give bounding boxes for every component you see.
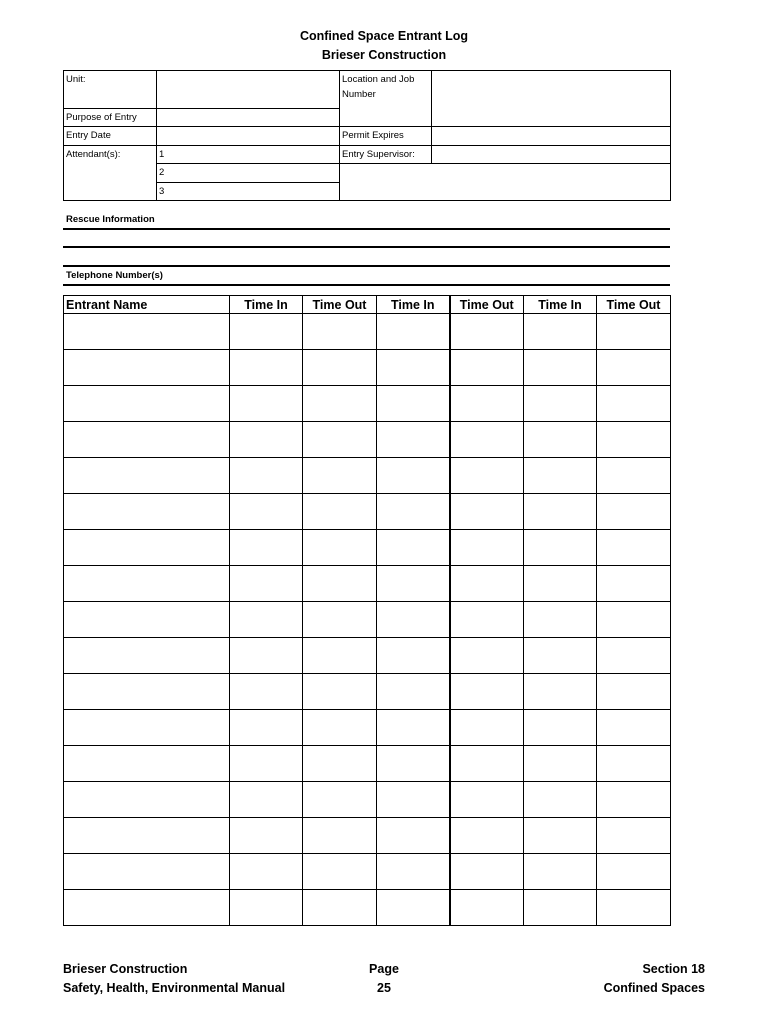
document-title: Confined Space Entrant Log [299,29,469,43]
time-in-cell[interactable] [377,422,450,458]
entry-supervisor-label: Entry Supervisor: [340,146,432,164]
time-out-cell[interactable] [450,746,524,782]
entrant-name-cell[interactable] [64,350,230,386]
time-in-cell[interactable] [230,710,303,746]
time-in-cell[interactable] [524,890,597,926]
time-out-cell[interactable] [450,458,524,494]
time-out-cell[interactable] [450,314,524,350]
entrant-table-body [64,314,671,926]
time-out-cell[interactable] [450,530,524,566]
entrant-name-cell[interactable] [64,386,230,422]
time-out-cell[interactable] [597,494,671,530]
rescue-information-line[interactable] [63,228,670,230]
time-in-cell[interactable] [524,782,597,818]
table-row [64,890,671,926]
time-in-cell[interactable] [524,530,597,566]
time-in-cell[interactable] [230,314,303,350]
time-out-cell[interactable] [303,422,377,458]
unit-field[interactable] [157,71,340,109]
time-in-cell[interactable] [377,746,450,782]
table-row [64,818,671,854]
time-in-cell[interactable] [524,818,597,854]
footer-right [604,960,705,998]
entrant-name-cell[interactable] [64,674,230,710]
time-out-cell[interactable] [450,386,524,422]
time-out-cell[interactable] [597,746,671,782]
time-in-cell[interactable] [377,674,450,710]
table-row [64,386,671,422]
footer-center [334,960,434,998]
time-in-cell[interactable] [377,602,450,638]
table-row [64,494,671,530]
entrant-name-cell[interactable] [64,458,230,494]
location-field[interactable] [432,71,671,127]
time-out-cell[interactable] [597,566,671,602]
entrant-name-cell[interactable] [64,854,230,890]
telephone-numbers-label: Telephone Number(s) [66,270,163,281]
time-out-cell[interactable] [303,674,377,710]
column-header-time-in-1: Time In [230,296,303,314]
time-in-cell[interactable] [377,638,450,674]
footer-section-name: Confined Spaces [603,981,705,995]
entrant-log-table [63,295,671,926]
time-out-cell[interactable] [597,314,671,350]
column-header-entrant-name: Entrant Name [64,296,230,314]
time-out-cell[interactable] [450,710,524,746]
time-in-cell[interactable] [230,494,303,530]
time-out-cell[interactable] [597,818,671,854]
time-in-cell[interactable] [230,566,303,602]
purpose-label: Purpose of Entry [64,109,157,127]
entry-date-field[interactable] [157,127,340,146]
table-row [64,422,671,458]
time-out-cell[interactable] [303,494,377,530]
time-in-cell[interactable] [524,350,597,386]
permit-expires-field[interactable] [432,127,671,146]
time-out-cell[interactable] [597,674,671,710]
time-in-cell[interactable] [524,566,597,602]
entrant-table-header [64,296,671,314]
permit-expires-label: Permit Expires [340,127,432,146]
time-out-cell[interactable] [450,890,524,926]
time-out-cell[interactable] [597,422,671,458]
footer-section-number: Section 18 [642,962,705,976]
column-header-time-in-3: Time In [524,296,597,314]
entrant-name-cell[interactable] [64,314,230,350]
attendant-field-3[interactable]: 3 [157,183,340,201]
time-in-cell[interactable] [524,674,597,710]
time-in-cell[interactable] [377,818,450,854]
table-row [64,566,671,602]
table-row [64,746,671,782]
attendants-label: Attendant(s): [64,146,157,201]
time-in-cell[interactable] [524,386,597,422]
time-out-cell[interactable] [597,854,671,890]
time-out-cell[interactable] [450,818,524,854]
time-out-cell[interactable] [450,566,524,602]
time-out-cell[interactable] [303,314,377,350]
time-in-cell[interactable] [377,854,450,890]
telephone-numbers-line[interactable] [63,284,670,286]
time-in-cell[interactable] [230,350,303,386]
time-out-cell[interactable] [303,602,377,638]
time-in-cell[interactable] [524,422,597,458]
time-in-cell[interactable] [377,314,450,350]
telephone-divider-line [63,265,670,267]
time-in-cell[interactable] [230,890,303,926]
time-out-cell[interactable] [303,890,377,926]
time-out-cell[interactable] [303,818,377,854]
time-in-cell[interactable] [377,710,450,746]
attendant-field-2[interactable]: 2 [157,164,340,183]
footer-page-label: Page [369,962,399,976]
time-out-cell[interactable] [303,566,377,602]
time-in-cell[interactable] [230,638,303,674]
footer-left [63,960,285,998]
table-row [64,314,671,350]
table-row [64,530,671,566]
attendant-field-1[interactable]: 1 [157,146,340,164]
time-in-cell[interactable] [524,494,597,530]
time-out-cell[interactable] [597,386,671,422]
entrant-name-cell[interactable] [64,782,230,818]
time-in-cell[interactable] [524,458,597,494]
entry-date-label: Entry Date [64,127,157,146]
time-out-cell[interactable] [450,422,524,458]
unit-label: Unit: [64,71,157,109]
table-row [64,674,671,710]
time-in-cell[interactable] [230,674,303,710]
time-in-cell[interactable] [230,422,303,458]
table-row [64,458,671,494]
entry-supervisor-field[interactable] [432,146,671,164]
entrant-name-cell[interactable] [64,890,230,926]
column-header-time-out-3: Time Out [597,296,671,314]
time-out-cell[interactable] [597,782,671,818]
time-in-cell[interactable] [377,386,450,422]
time-in-cell[interactable] [230,530,303,566]
entry-info-form [63,70,671,201]
time-out-cell[interactable] [303,530,377,566]
time-out-cell[interactable] [597,458,671,494]
footer-company: Brieser Construction [63,962,188,976]
entrant-name-cell[interactable] [64,422,230,458]
time-out-cell[interactable] [303,386,377,422]
time-out-cell[interactable] [450,854,524,890]
time-in-cell[interactable] [524,854,597,890]
time-in-cell[interactable] [524,746,597,782]
entrant-name-cell[interactable] [64,566,230,602]
company-name: Brieser Construction [321,48,447,62]
time-in-cell[interactable] [524,314,597,350]
column-header-time-in-2: Time In [377,296,450,314]
time-out-cell[interactable] [303,782,377,818]
time-in-cell[interactable] [230,782,303,818]
time-in-cell[interactable] [230,602,303,638]
entrant-name-cell[interactable] [64,746,230,782]
time-out-cell[interactable] [597,530,671,566]
column-header-time-out-2: Time Out [450,296,524,314]
table-row [64,710,671,746]
entrant-name-cell[interactable] [64,530,230,566]
location-label: Location and Job Number [340,71,432,127]
time-in-cell[interactable] [524,710,597,746]
time-in-cell[interactable] [377,566,450,602]
table-row [64,782,671,818]
time-in-cell[interactable] [230,746,303,782]
time-out-cell[interactable] [597,710,671,746]
entrant-name-cell[interactable] [64,602,230,638]
time-in-cell[interactable] [230,386,303,422]
time-in-cell[interactable] [524,602,597,638]
time-out-cell[interactable] [303,638,377,674]
time-in-cell[interactable] [377,890,450,926]
time-in-cell[interactable] [377,530,450,566]
time-out-cell[interactable] [597,602,671,638]
table-row [64,854,671,890]
time-out-cell[interactable] [303,350,377,386]
table-row [64,350,671,386]
time-in-cell[interactable] [377,350,450,386]
time-out-cell[interactable] [597,638,671,674]
rescue-information-label: Rescue Information [66,214,155,225]
time-out-cell[interactable] [450,494,524,530]
time-in-cell[interactable] [230,818,303,854]
entrant-name-cell[interactable] [64,710,230,746]
time-out-cell[interactable] [450,782,524,818]
time-in-cell[interactable] [230,854,303,890]
entrant-name-cell[interactable] [64,818,230,854]
time-out-cell[interactable] [450,638,524,674]
time-in-cell[interactable] [377,782,450,818]
purpose-field[interactable] [157,109,340,127]
entrant-name-cell[interactable] [64,638,230,674]
footer-manual-name: Safety, Health, Environmental Manual [63,981,286,995]
time-in-cell[interactable] [377,494,450,530]
time-in-cell[interactable] [524,638,597,674]
blank-area [340,164,671,201]
time-in-cell[interactable] [377,458,450,494]
time-out-cell[interactable] [450,602,524,638]
footer-page-number: 25 [377,981,391,995]
time-out-cell[interactable] [450,350,524,386]
time-out-cell[interactable] [303,458,377,494]
time-out-cell[interactable] [303,854,377,890]
table-row [64,602,671,638]
time-out-cell[interactable] [303,746,377,782]
time-out-cell[interactable] [450,674,524,710]
time-out-cell[interactable] [597,350,671,386]
entrant-name-cell[interactable] [64,494,230,530]
time-out-cell[interactable] [303,710,377,746]
rescue-information-line-2[interactable] [63,246,670,248]
time-out-cell[interactable] [597,890,671,926]
table-row [64,638,671,674]
time-in-cell[interactable] [230,458,303,494]
column-header-time-out-1: Time Out [303,296,377,314]
